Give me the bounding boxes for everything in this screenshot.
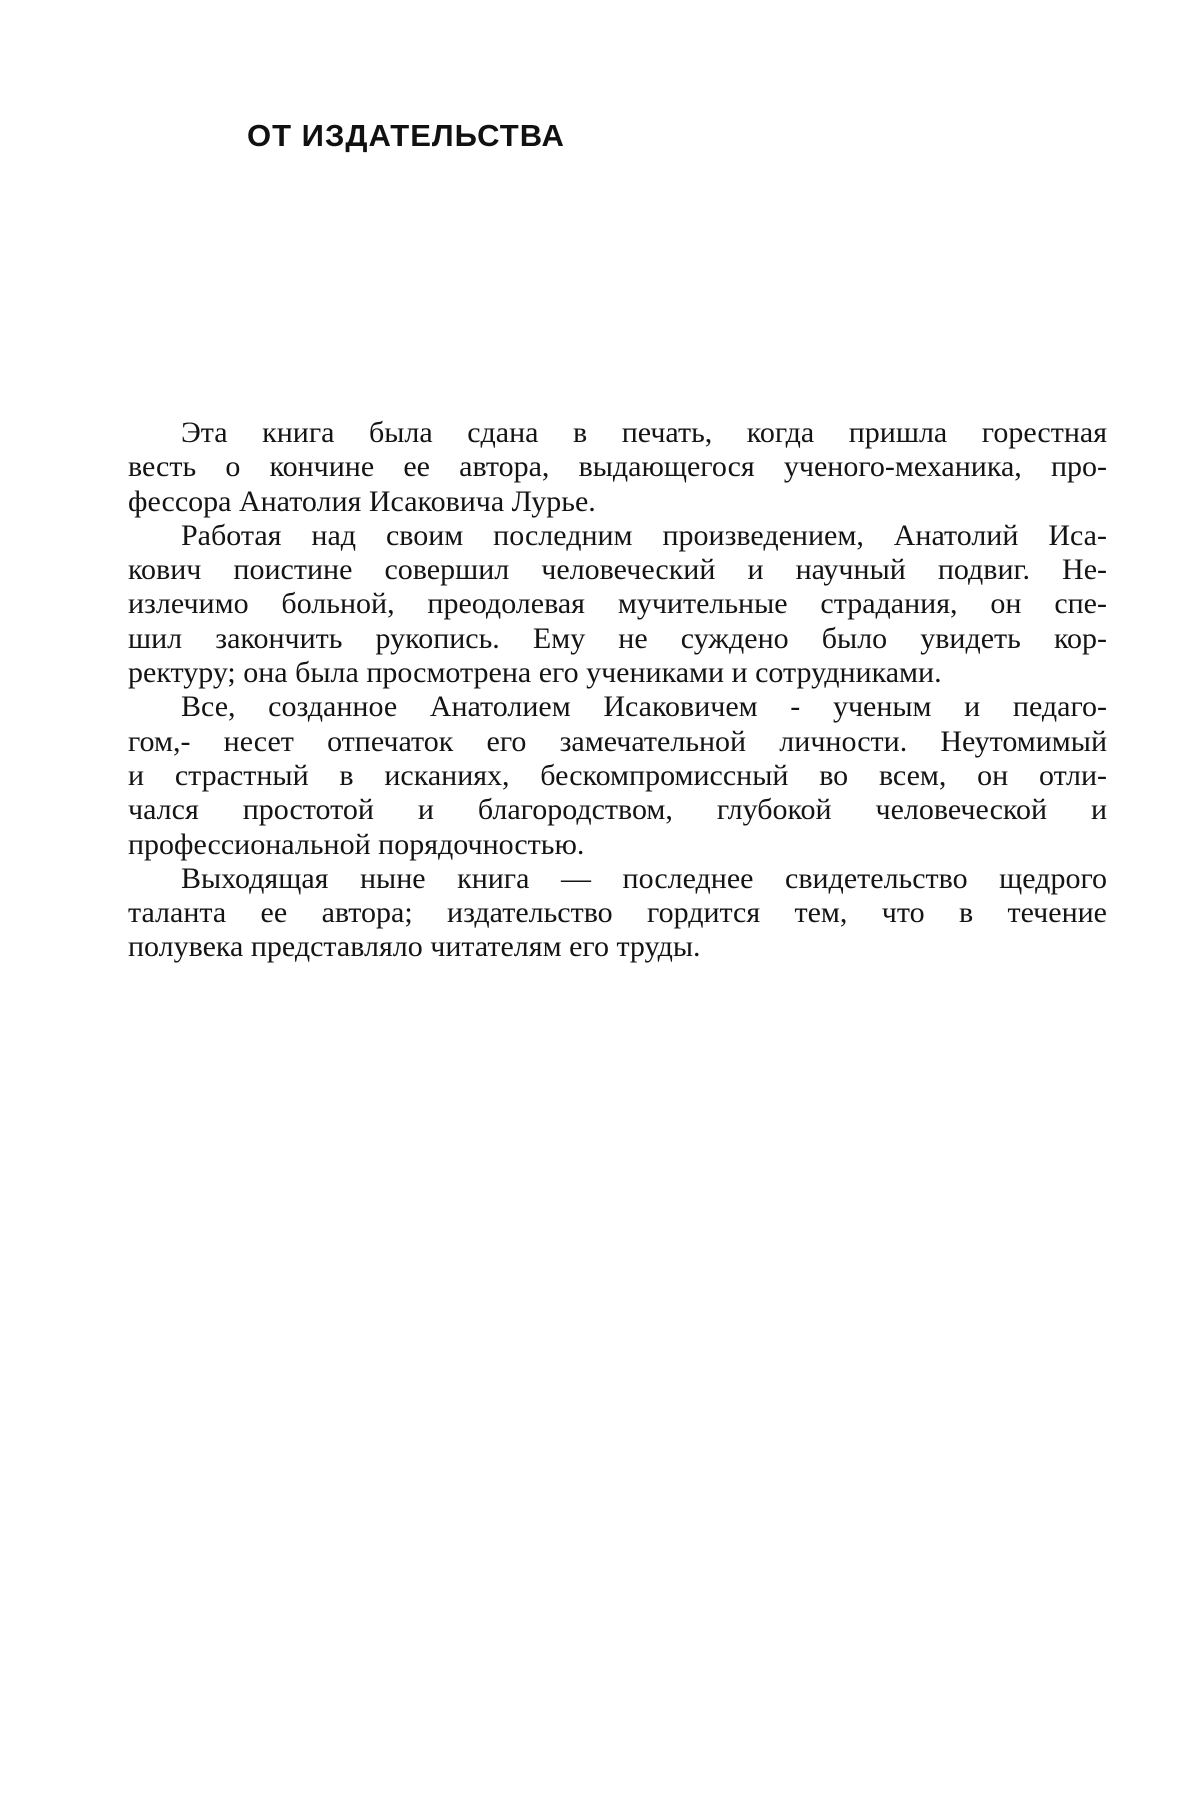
text-line: шил закончить рукопись. Ему не суждено было увидеть кор- <box>128 621 1107 655</box>
text-line: гом,- несет отпечаток его замечательной личности. Неутомимый <box>128 724 1107 758</box>
text-line: весть о кончине ее автора, выдающегося ученого-механика, про- <box>128 450 1107 484</box>
page-title: ОТ ИЗДАТЕЛЬСТВА <box>247 118 565 153</box>
text-line: фессора Анатолия Исаковича Лурье. <box>128 484 596 518</box>
text-line: излечимо больной, преодолевая мучительные страдания, он спе- <box>128 587 1107 621</box>
text-line: Эта книга была сдана в печать, когда пришла горестная <box>181 416 1107 449</box>
text-line: профессиональной порядочностью. <box>128 827 585 861</box>
text-line: и страстный в исканиях, бескомпромиссный во всем, он отли- <box>128 758 1107 792</box>
paragraph-2 <box>75 519 1107 690</box>
text-line: кович поистине совершил человеческий и научный подвиг. Не- <box>128 553 1107 587</box>
text-line: Все, созданное Анатолием Исаковичем - ученым и педаго- <box>181 690 1107 724</box>
text-line: полувека представляло читателям его труды. <box>128 930 701 964</box>
text-line: чался простотой и благородством, глубокой человеческой и <box>128 793 1107 827</box>
paragraph-3 <box>75 690 1107 861</box>
text-line: Выходящая ныне книга — последнее свидетельство щедрого <box>181 861 1107 895</box>
text-line: ректуру; она была просмотрена его учениками и сотрудниками. <box>128 656 942 690</box>
paragraph-1 <box>75 416 1107 519</box>
text-line: таланта ее автора; издательство гордится тем, что в течение <box>128 896 1107 930</box>
text-line: Работая над своим последним произведением, Анатолий Иса- <box>181 518 1107 552</box>
publisher-note-body <box>75 416 1107 965</box>
paragraph-4 <box>75 862 1107 965</box>
